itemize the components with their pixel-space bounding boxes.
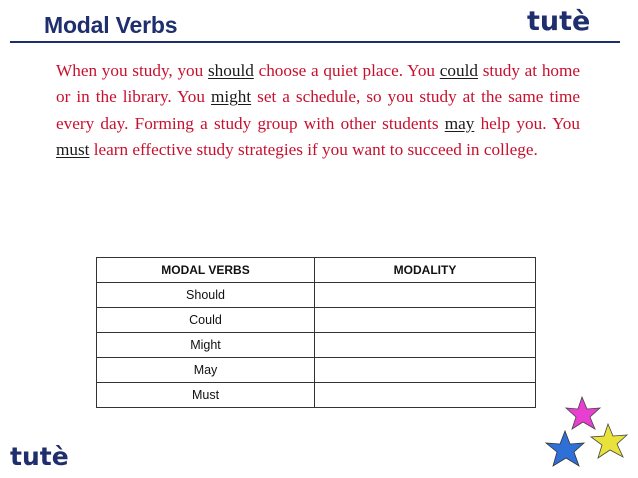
modal-verb-underlined: must	[56, 139, 90, 159]
yellow-star-icon	[591, 424, 627, 458]
modal-verb-underlined: could	[439, 61, 478, 80]
verb-cell: Should	[97, 283, 315, 308]
table-row	[97, 358, 536, 383]
passage-text: study at home or in the library. You	[56, 61, 580, 107]
verb-cell: Could	[97, 308, 315, 333]
title-divider	[10, 41, 620, 43]
column-header-modal-verbs: MODAL VERBS	[97, 258, 315, 283]
pink-star-icon	[566, 397, 600, 429]
table-row	[97, 308, 536, 333]
modal-verb-underlined: might	[211, 87, 252, 107]
modal-verb-underlined: may	[444, 113, 475, 133]
passage-text: help you. You	[474, 113, 580, 133]
modality-cell[interactable]	[315, 358, 536, 383]
modal-verbs-table	[96, 257, 536, 408]
stars-cluster-icon	[540, 395, 638, 478]
table-header-row	[97, 258, 536, 283]
modality-cell[interactable]	[315, 383, 536, 408]
modality-cell[interactable]	[315, 308, 536, 333]
passage-text: choose a quiet place. You	[253, 61, 440, 80]
modality-cell[interactable]	[315, 283, 536, 308]
passage-paragraph	[56, 58, 580, 163]
tute-logo-bottom: tutè	[10, 442, 69, 471]
verb-cell: Must	[97, 383, 315, 408]
passage-text: set a schedule, so you study at the same time every day. Forming a study group with other students	[56, 87, 580, 133]
column-header-modality: MODALITY	[315, 258, 536, 283]
modality-cell[interactable]	[315, 333, 536, 358]
modal-verb-underlined: should	[207, 61, 254, 80]
verb-cell: May	[97, 358, 315, 383]
passage-text: learn effective study strategies if you want to succeed in college.	[89, 139, 538, 159]
table-row	[97, 333, 536, 358]
page-title: Modal Verbs	[44, 12, 178, 38]
tute-logo-top: tutè	[527, 6, 591, 37]
verb-cell: Might	[97, 333, 315, 358]
passage-text: When you study, you	[56, 61, 208, 80]
blue-star-icon	[546, 431, 584, 466]
table-row	[97, 283, 536, 308]
table-row	[97, 383, 536, 408]
